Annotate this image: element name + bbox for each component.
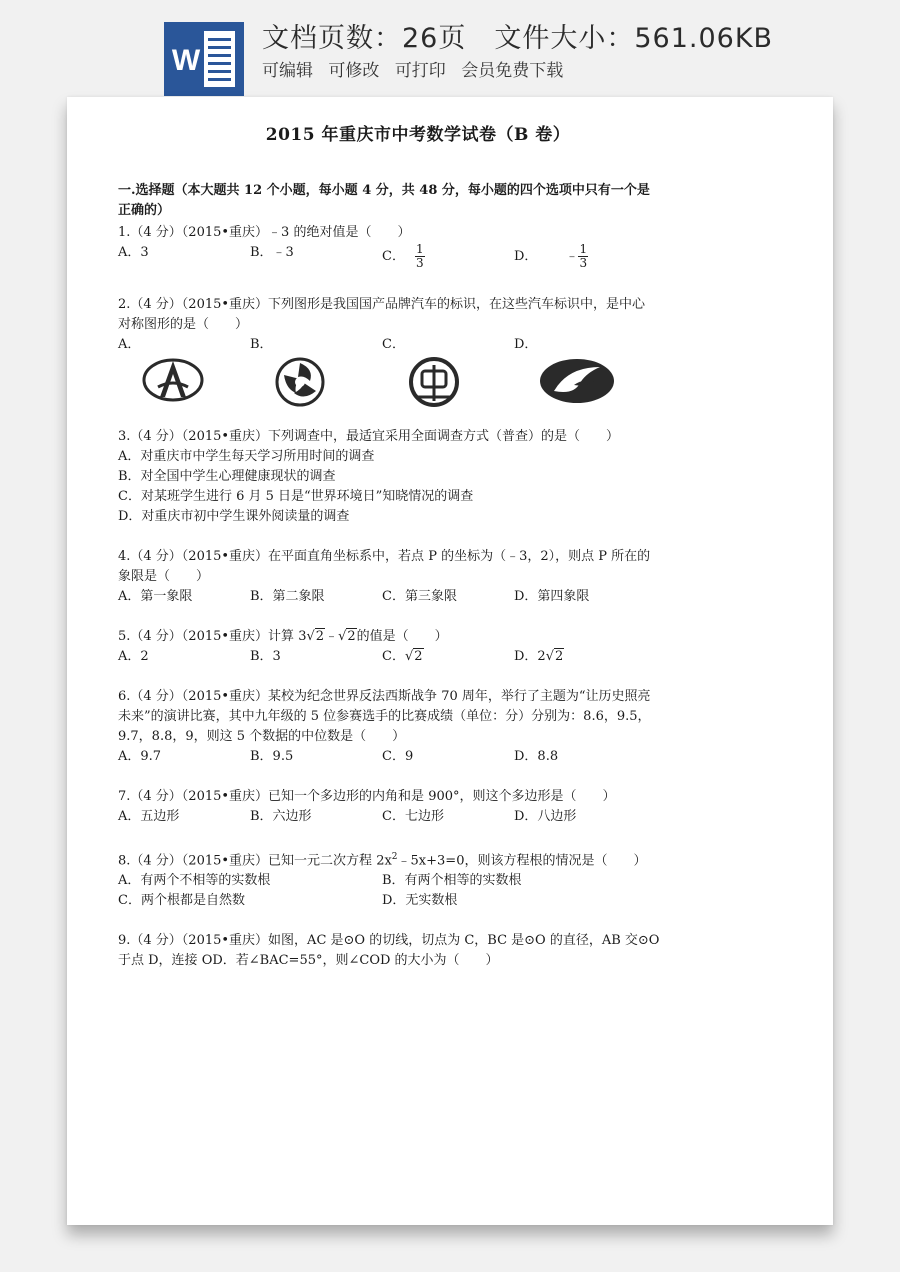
option-d: D．	[514, 337, 538, 352]
page-count: 文档页数：26页	[262, 23, 467, 54]
page-title: 2015 年重庆市中考数学试卷（B 卷）	[265, 125, 571, 145]
option-d: D．八边形	[514, 809, 577, 824]
option-d: D．第四象限	[514, 589, 590, 604]
file-info	[262, 16, 773, 55]
car-logos	[118, 357, 718, 407]
option-b: B．3	[250, 649, 281, 664]
option-a: A．9.7	[118, 749, 162, 764]
sqrt: √2	[338, 629, 356, 644]
option-c: C．	[382, 337, 405, 352]
option-c: C．第三象限	[382, 589, 457, 604]
question-5	[118, 627, 718, 667]
option-a: A．五边形	[118, 809, 180, 824]
question-3: 3.（4 分）（2015•重庆）下列调查中，最适宜采用全面调查方式（普查）的是（ ） A．对重庆市中学生每天学习所用时间的调查 B．对全国中学生心理健康现状的调查 C．对某班学生进行 6 月 5 日是“世界环境日”知晓情况的调查 D．对重庆市初中学生课外阅读量的调查	[118, 427, 718, 527]
option-c: C．两个根都是自然数	[118, 893, 245, 909]
feature-member-download[interactable]: 会员免费下载	[461, 61, 564, 81]
option-b: B．有两个相等的实数根	[382, 873, 522, 889]
option-d: D．对重庆市初中学生课外阅读量的调查	[118, 509, 350, 524]
option-b: B．对全国中学生心理健康现状的调查	[118, 469, 336, 484]
option-c: C．√2	[382, 649, 423, 664]
options	[118, 647, 718, 667]
option-c: C．七边形	[382, 809, 444, 824]
question-stem: 8.（4 分）（2015•重庆）已知一元二次方程 $2x^2﹣5x+3=0$，则该方程根的情况是（ ）	[118, 852, 647, 869]
question-4: 4.（4 分）（2015•重庆）在平面直角坐标系中，若点 P 的坐标为（﹣3，2），则点 P 所在的 象限是（ ） A．第一象限 B．第二象限 C．第三象限 D．第四象限	[118, 547, 718, 607]
options	[118, 807, 718, 827]
question-stem: 1.（4 分）（2015•重庆）﹣3 的绝对值是（ ）	[118, 225, 411, 240]
option-d: D． ﹣ $\frac{1}{3}$	[514, 242, 588, 270]
exam-content	[118, 120, 718, 971]
car-logo-a-icon	[142, 357, 204, 403]
options	[118, 871, 718, 891]
options	[118, 587, 718, 607]
options	[118, 747, 718, 767]
feature-editable: 可编辑	[262, 61, 313, 81]
car-logo-b-icon	[274, 357, 326, 407]
question-9: 9.（4 分）（2015•重庆）如图，AC 是⊙O 的切线，切点为 C，BC 是⊙O 的直径，AB 交⊙O 于点 D，连接 OD．若∠BAC=55°，则∠COD 的大小为（ ）	[118, 933, 660, 969]
file-size: 文件大小：561.06KB	[494, 23, 774, 54]
question-stem: 5.（4 分）（2015•重庆）计算 3√2﹣√2的值是（ ）	[118, 627, 718, 647]
section-heading: 一.选择题（本大题共 12 个小题，每小题 4 分，共 48 分，每小题的四个选项中只有一个是 正确的）	[118, 183, 650, 218]
question-1	[118, 223, 718, 275]
car-logo-d-icon	[538, 357, 616, 405]
fraction: $\frac{1}{3}$	[415, 242, 424, 270]
options	[118, 243, 718, 275]
option-b: B．六边形	[250, 809, 312, 824]
option-a: A．有两个不相等的实数根	[118, 873, 271, 889]
option-d: D．2√2	[514, 649, 564, 664]
feature-list	[262, 56, 573, 81]
option-b: B．第二象限	[250, 589, 325, 604]
option-c: C．9	[382, 749, 414, 764]
option-a: A．	[118, 337, 141, 352]
question-8	[118, 847, 718, 911]
option-b: B．﹣3	[250, 245, 294, 260]
option-b: B．	[250, 337, 273, 352]
option-d: D．无实数根	[382, 893, 458, 909]
feature-modifiable: 可修改	[328, 61, 380, 81]
fraction: $\frac{1}{3}$	[579, 242, 588, 270]
option-b: B．9.5	[250, 749, 294, 764]
car-logo-c-icon	[406, 357, 462, 407]
options	[118, 335, 718, 355]
options	[118, 891, 718, 911]
svg-text:W: W	[171, 44, 201, 77]
option-c: C． $\frac{1}{3}$	[382, 242, 424, 270]
question-2: 2.（4 分）（2015•重庆）下列图形是我国国产品牌汽车的标识，在这些汽车标识中，是中心 对称图形的是（ ） A． B． C． D．	[118, 295, 718, 407]
question-6: 6.（4 分）（2015•重庆）某校为纪念世界反法西斯战争 70 周年，举行了主题为“让历史照亮 未来”的演讲比赛，其中九年级的 5 位参赛选手的比赛成绩（单位：分）分别为：8.6，9.5， 9.7，8.8，9，则这 5 个数据的中位数是（ ） A．9.7 B．9.5 C．9 D．8.8	[118, 687, 718, 767]
option-c: C．对某班学生进行 6 月 5 日是“世界环境日”知晓情况的调查	[118, 489, 474, 504]
feature-printable: 可打印	[394, 61, 446, 81]
word-document-icon	[164, 22, 244, 96]
sqrt: √2	[306, 629, 325, 644]
question-7: 7.（4 分）（2015•重庆）已知一个多边形的内角和是 900°，则这个多边形是（ ） A．五边形 B．六边形 C．七边形 D．八边形	[118, 787, 718, 827]
option-a: A．3	[118, 245, 149, 260]
option-a: A．对重庆市中学生每天学习所用时间的调查	[118, 449, 375, 464]
option-a: A．2	[118, 649, 149, 664]
option-d: D．8.8	[514, 749, 559, 764]
option-a: A．第一象限	[118, 589, 193, 604]
download-banner	[0, 0, 900, 96]
